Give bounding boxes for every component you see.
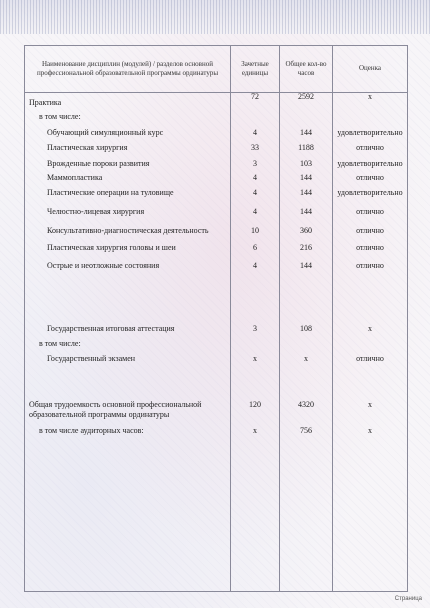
row-credits: 4 xyxy=(253,188,257,197)
row-name: Общая трудоемкость основной профессиональной образовательной программы ординатуры xyxy=(29,400,202,419)
header-grade: Оценка xyxy=(358,64,382,72)
row-credits: x xyxy=(253,354,257,363)
row-grade: удовлетворительно xyxy=(337,159,403,168)
row-name: Консультативно-диагностическая деятельность xyxy=(47,226,209,235)
row-grade: отлично xyxy=(356,226,384,235)
row-credits: 72 xyxy=(251,92,259,101)
row-hours: 1188 xyxy=(298,143,314,152)
decorative-border xyxy=(0,0,430,34)
row-credits: 4 xyxy=(253,207,257,216)
row-credits: 33 xyxy=(251,143,259,152)
row-name: Челюстно-лицевая хирургия xyxy=(47,207,145,216)
row-name: в том числе аудиторных часов: xyxy=(39,426,144,435)
row-credits: 3 xyxy=(253,159,257,168)
row-credits: 120 xyxy=(249,400,261,409)
row-credits: 4 xyxy=(253,173,257,182)
row-credits: x xyxy=(253,426,257,435)
row-hours: 216 xyxy=(300,243,312,252)
row-hours: 103 xyxy=(300,159,312,168)
header-discipline: Наименование дисциплин (модулей) / разделов основной профессиональной образовательной программы ординатуры xyxy=(36,60,219,77)
row-name: Маммопластика xyxy=(47,173,103,182)
row-grade: удовлетворительно xyxy=(337,128,403,137)
row-grade: удовлетворительно xyxy=(337,188,403,197)
row-name: Обучающий симуляционный курс xyxy=(47,128,164,137)
row-name: Государственная итоговая аттестация xyxy=(47,324,175,333)
row-credits: 6 xyxy=(253,243,257,252)
row-hours: x xyxy=(304,354,308,363)
row-credits: 10 xyxy=(251,226,259,235)
row-hours: 108 xyxy=(300,324,312,333)
header-hours: Общее кол-во часов xyxy=(285,60,327,77)
row-grade: x xyxy=(368,426,372,435)
row-hours: 144 xyxy=(300,261,312,270)
row-grade: отлично xyxy=(356,207,384,216)
row-name: Пластическая хирургия xyxy=(47,143,128,152)
row-hours: 4320 xyxy=(298,400,314,409)
row-grade: отлично xyxy=(356,243,384,252)
header-credits: Зачетные единицы xyxy=(241,60,269,77)
row-hours: 144 xyxy=(300,128,312,137)
row-grade: x xyxy=(368,400,372,409)
row-grade: отлично xyxy=(356,143,384,152)
row-credits: 3 xyxy=(253,324,257,333)
row-name: Пластическая хирургия головы и шеи xyxy=(47,243,176,252)
row-name: Практика xyxy=(29,98,62,107)
row-hours: 144 xyxy=(300,173,312,182)
row-name: Государственный экзамен xyxy=(47,354,136,363)
row-name: в том числе: xyxy=(39,339,81,348)
row-name: Пластические операции на туловище xyxy=(47,188,174,197)
row-hours: 360 xyxy=(300,226,312,235)
row-credits: 4 xyxy=(253,261,257,270)
row-credits: 4 xyxy=(253,128,257,137)
row-grade: отлично xyxy=(356,354,384,363)
row-grade: отлично xyxy=(356,261,384,270)
row-grade: x xyxy=(368,92,372,101)
row-grade: x xyxy=(368,324,372,333)
row-hours: 2592 xyxy=(298,92,314,101)
row-name: Врожденные пороки развития xyxy=(47,159,150,168)
row-hours: 144 xyxy=(300,188,312,197)
row-grade: отлично xyxy=(356,173,384,182)
row-hours: 756 xyxy=(300,426,312,435)
row-name: в том числе: xyxy=(39,112,81,121)
row-hours: 144 xyxy=(300,207,312,216)
curriculum-table xyxy=(24,45,408,592)
row-name: Острые и неотложные состояния xyxy=(47,261,160,270)
page-label: Страница xyxy=(394,596,422,602)
